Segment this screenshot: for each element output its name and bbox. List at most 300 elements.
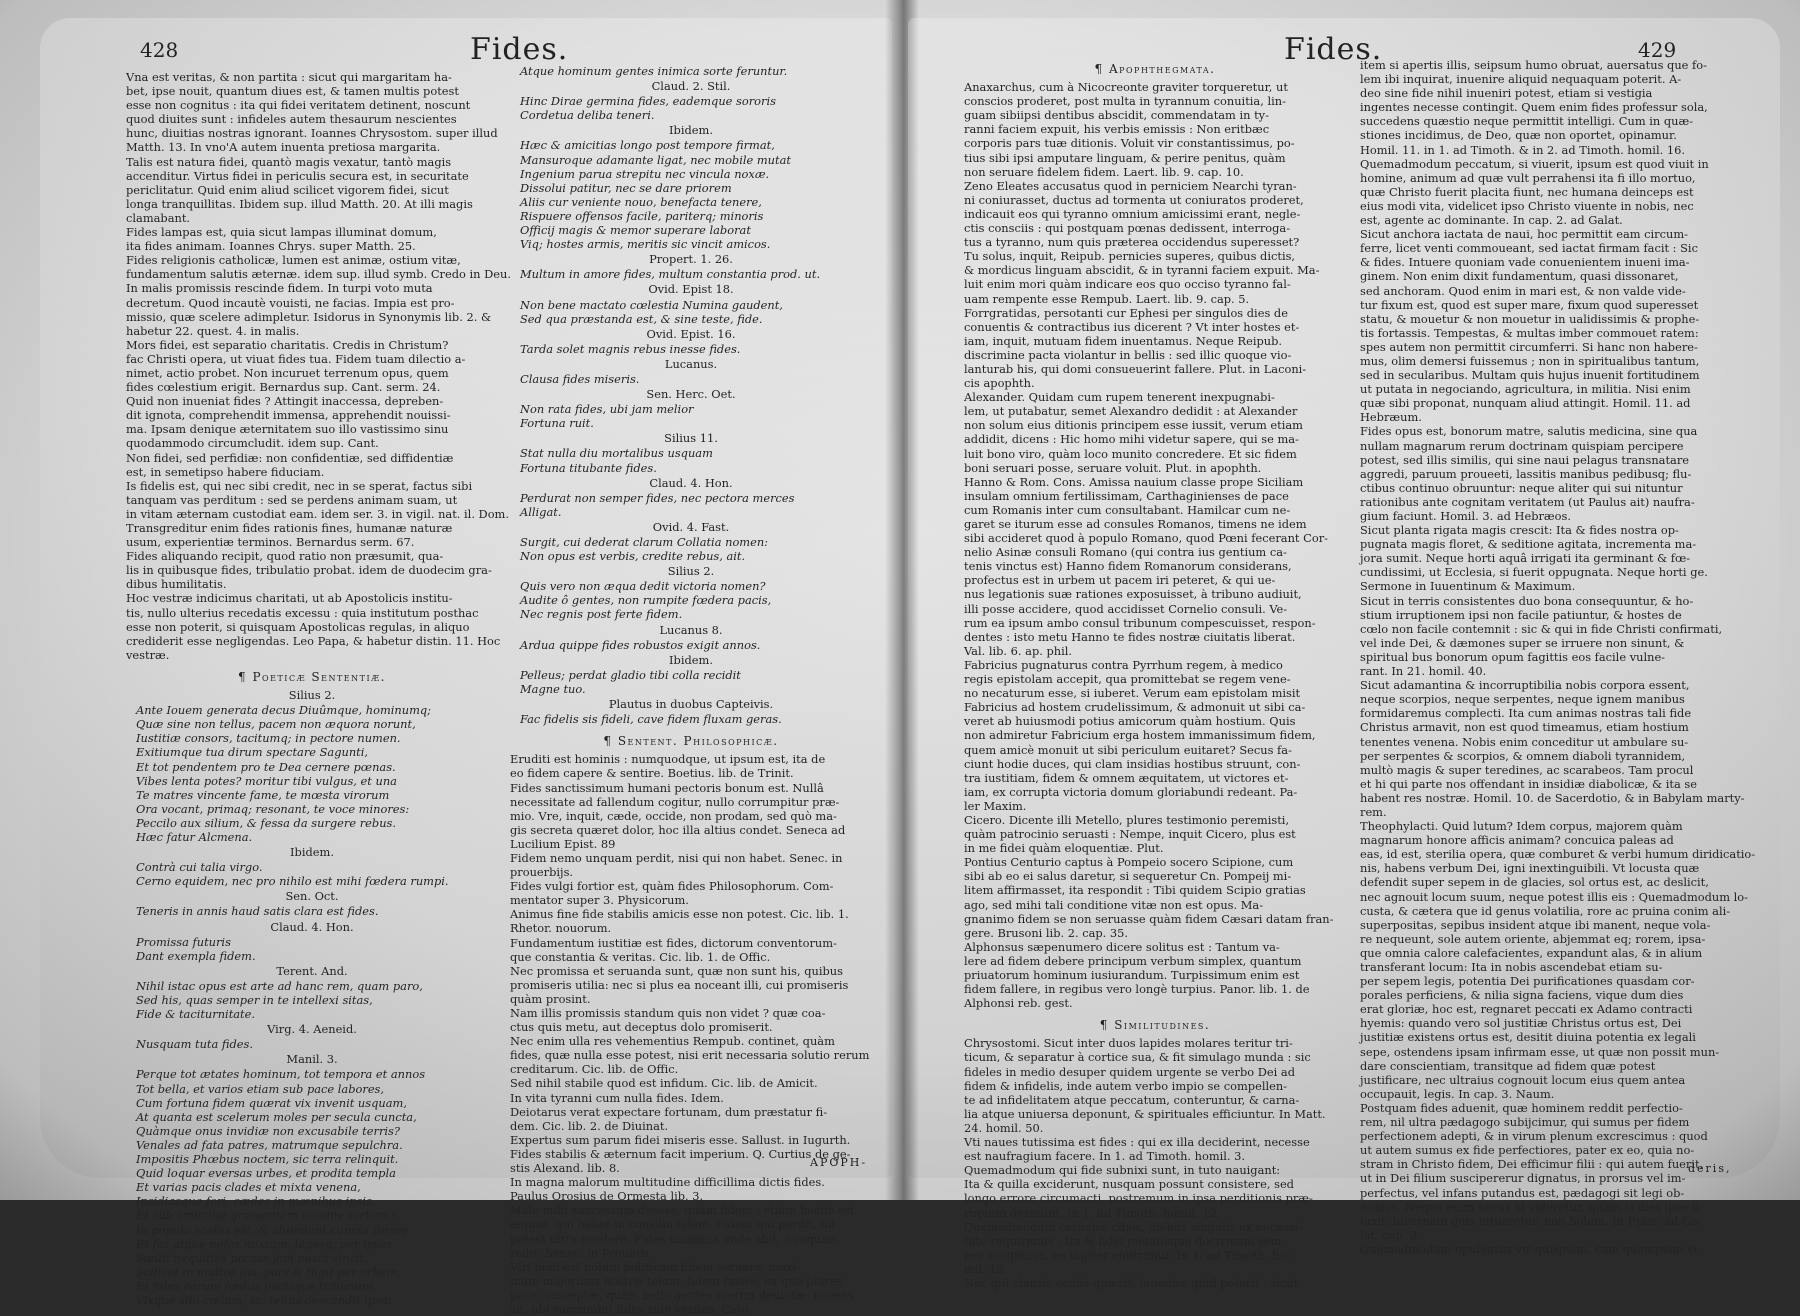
text-line: tenentes venena. Nobis enim conceditur ut ambulare su- [1360,734,1689,749]
text-line: regis epistolam accepit, qua promittebat se regem vene- [964,672,1291,687]
text-line: dit ignota, comprehendit immensa, apprehendit nouissi- [126,408,451,423]
verse-line: Et fas atque nefas mixtum, legesq; per ipsas [136,1236,393,1251]
verse-line: Rispuere offensos facile, pariterq; minoris [520,208,764,223]
text-line: eius modi vita, videlicet ipso Christo viuente in nobis, nec [1360,198,1694,213]
text-line: prouerbijs. [510,865,574,880]
text-line: Talis est natura fidei, quantò magis vexatur, tantò magis [126,154,452,169]
text-line: lanturab his, qui domi consueuerint fallere. Plut. in Laconi- [964,361,1307,376]
text-line: eas, id est, sterilia opera, quæ comburet & verbi humum diridicatio- [1360,847,1756,862]
text-line: quod diuites sunt : infideles autem thesaurum nescientes [126,112,457,127]
text-line: per accipimus, ea ingiter enutrimur. In 1. ad Timoth. ho- [964,1247,1291,1262]
text-line: Vna est veritas, & non partita : sicut qui margaritam ha- [126,70,452,84]
right-column-1 [964,62,1346,1290]
text-line: potest, sed illis similis, qui sine naui pelagus transnatare [1360,452,1690,467]
text-line: defendit super sepem in de glacies, sol ortus est, ac deslicit, [1360,875,1709,890]
verse-line: Scilicet in multos fas, pars & fugit per orbem, [136,1264,402,1279]
text-line: Fundamentum iustitiæ est fides, dictorum conventorum- [510,935,837,950]
text-line: dibus humilitatis. [126,577,227,592]
text-line: corporis pars tuæ ditionis. Voluit vir constantissimus, po- [964,136,1295,151]
right-running-head: Fides. [1284,32,1383,67]
text-line: priuatorum hominum iusiurandum. Turpissimum enim est [964,968,1300,982]
text-line: ferre, licet venti commoueant, sed iactat firmam facit : Sic [1360,241,1698,256]
text-line: Alphonsi reb. gest. [964,996,1073,1011]
left-running-head: Fides. [470,32,569,67]
text-line: litem affirmasset, ita respondit : Tibi quidem Scipio gratias [964,883,1306,898]
text-line: crediderit esse negligendas. Leo Papa, & habetur distin. 11. Hoc [126,633,501,648]
verse-line: Fac fidelis sis fideli, cave fidem fluxam geras. [520,712,782,727]
verse-line: Nusquam tuta fides. [136,1037,253,1052]
text-line: guam sibiipsi dentibus abscidit, commendatam in ty- [964,108,1269,123]
text-line: longa tranquillitas. Ibidem sup. illud Matth. 20. At illi magis [126,196,473,211]
text-line: Fides aliquando recipit, quod ratio non præsumit, qua- [126,549,444,564]
text-line: ut putata in negociando, agricultura, in militia. Nisi enim [1360,382,1691,397]
text-line: Val. lib. 6. ap. phil. [964,643,1073,658]
text-line: rationibus ante cognitam veritatem (ut Paulus ait) naufra- [1360,494,1695,509]
text-line: mus, olim demersi fuissemus ; non in spiritualibus tantum, [1360,353,1700,368]
verse-line: Vibes lenta potes? moritur tibi vulgus, et una [136,773,397,788]
left-column-1-verse [126,688,498,1307]
text-line: Viri boni est nolum politicam fidem seruare: maxi- [510,1259,801,1274]
text-line: Sicut anchora iactata de naui, hoc permittit eam circum- [1360,227,1688,242]
text-line: Zeno Eleates accusatus quod in perniciem Nearchi tyran- [964,178,1297,193]
source-citation: Propert. 1. 26. [649,252,733,267]
text-line: ctus quis metu, aut deceptus dolo promiserit. [510,1020,773,1035]
verse-line: Perdurat non semper fides, nec pectora merces [520,490,795,505]
text-line: perfectus, vel infans putandus est, pædagogi sit legi ob- [1360,1185,1685,1200]
text-line: ctibus continuo obruuntur: neque aliter qui sui nituntur [1360,480,1683,495]
verse-line: Viq; hostes armis, meritis sic vincit amicos. [520,237,771,252]
text-line: re nequeunt, sole autem oriente, abjemmat eq; rorem, ipsa- [1360,931,1706,946]
verse-line: Exitiumque tua dirum spectare Sagunti, [136,745,369,760]
text-line: Chrysostomi. Sicut inter duos lapides molares teritur tri- [964,1036,1293,1051]
text-line: Is fidelis est, qui nec sibi credit, nec in se sperat, factus sibi [126,478,473,493]
text-line: Fides sanctissimum humani pectoris bonum est. Nullâ [510,780,824,795]
text-line: Nam illis promissis standum quis non videt ? quæ coa- [510,1006,826,1020]
text-line: non admiretur Fabricium erga hostem immanissimum fidem, [964,728,1316,743]
verse-line: Impositis Phœbus noctem, sic terra relinquit. [136,1152,399,1167]
text-line: & fides. Intuere quoniam vade conuenientem inueni ima- [1360,255,1690,270]
text-line: creditarum. Cic. lib. de Offic. [510,1062,679,1077]
text-line: gere. Brusoni lib. 2. cap. 35. [964,925,1129,940]
text-line: in me fidei quàm eloquentiæ. Plut. [964,841,1164,856]
text-line: rem, nil ultra pædagogo subijcimur, qui sumus per fidem [1360,1115,1690,1130]
text-line: erat gloriæ, hoc est, regnaret peccati ex Adamo contracti [1360,1002,1693,1017]
text-line: ut autem sumus ex fide perfectiores, pater ex eo, quia no- [1360,1143,1695,1158]
right-column-2-body [1360,58,1756,1256]
text-line: hyemis: quando vero sol justitiæ Christus ortus est, Dei [1360,1016,1682,1031]
text-line: lere ad fidem debere principum verbum simplex, quantum [964,953,1302,968]
text-line: ingentes necesse contingit. Quem enim fides professur sola, [1360,100,1708,115]
text-line: Quemadmodum carnales cibos, diebus singulis ex necessi- [964,1219,1302,1234]
source-citation: Plautus in duobus Capteivis. [608,697,774,712]
text-line: mum majoribus nostris telum, fidem fuisse, ex quo plures [510,1273,843,1288]
verse-line: Tot bella, et varios etiam sub pace labores, [136,1081,385,1096]
text-line: mentator super 3. Physicorum. [510,893,689,908]
text-line: decretum. Quod incautè vouisti, ne facias. Impia est pro- [126,295,455,310]
text-line: deo sine fide nihil inueniri potest, etiam si vestigia [1360,86,1653,101]
verse-line: At quanta est scelerum moles per secula cuncta, [136,1109,417,1124]
text-line: tenis vinctus est) Hanno fidem Romanorum considerans, [964,559,1292,574]
text-line: pace, susceptæ, quàm bello gentes fuerint deuictæ: nocens [510,1287,854,1302]
text-line: non solum eius ditionis principem esse iussit, verum etiam [964,418,1303,433]
text-line: Sicut in terris consistentes duo bona consequuntur, & ho- [1360,593,1694,608]
text-line: ma. Ipsam denique æternitatem suo illo vastissimo sinu [126,422,449,437]
text-line: indicauit eos qui tyranno omnium amicissimi erant, negle- [964,206,1301,221]
verse-line: Alligat. [520,504,562,519]
verse-line: Fide & taciturnitate. [136,1007,255,1022]
text-line: accenditur. Virtus fidei in periculis secura est, in securitate [126,168,469,183]
text-line: nec agnouit locum suum, neque potest illis eis : Quemadmodum lo- [1360,889,1749,904]
text-line: justitiæ existens ortus est, desitit diuina potentia ex legali [1360,1030,1696,1045]
text-line: sibi accideret quod à populo Romano, quod Pœni fecerant Cor- [964,531,1328,546]
text-line: lia atque uniuersa deponunt, & spirituales efficiuntur. In Matt. [964,1106,1326,1121]
verse-line: Hinc Dirae germina fides, eademque sororis [520,94,776,109]
text-line: habetur 22. quest. 4. in malis. [126,323,300,338]
text-line: est, in semetipso habere fiduciam. [126,464,325,479]
text-line: lem ibi inquirat, inuenire aliquid nequaquam poterit. A- [1360,72,1682,87]
verse-line: Fortuna ruit. [520,416,594,431]
text-line: iam, inquit, mutuam fidem inuentamus. Neque Reipub. [964,333,1283,348]
text-line: quæ sibi proponat, nunquam aliud attingit. Homil. 11. ad [1360,396,1691,411]
text-line: 24. homil. 50. [964,1120,1044,1135]
text-line: æquus, qui habet in consilio fidem. Fidem qui perdit, nil [510,1217,835,1232]
text-line: Paulus Orosius de Ormesta lib. 3. [510,1189,704,1204]
text-line: eo fidem capere & sentire. Boetius. lib. de Trinit. [510,766,794,781]
text-line: rant. In 21. homil. 40. [1360,664,1487,679]
source-citation: Silius 2. [667,564,715,579]
text-line: gis secreta quæret dolor, hoc illa altius condet. Seneca ad [510,822,846,837]
left-column-2-body [510,64,872,1316]
text-line: noxius. Neque enim secus id videretur, quàm si dies ipse il- [1360,1199,1703,1214]
text-line: Alexander. Quidam cum rupem tenerent inexpugnabi- [964,390,1275,405]
text-line: Tu solus, inquit, Reipub. pernicies superes, quibus dictis, [964,249,1296,264]
verse-line: Peccilo aux silium, & fessa da surgere rebus. [136,815,397,830]
right-catchword: deris, [1688,1162,1732,1175]
text-line: dem. Cic. lib. 2. de Diuinat. [510,1118,669,1133]
verse-line: Iustitiæ consors, tacitumq; in pectore numen. [136,731,401,746]
text-line: Deiotarus verat expectare fortunam, dum præstatur fi- [510,1104,828,1119]
text-line: Expertus sum parum fidei miseris esse. Sallust. in Iugurth. [510,1132,851,1147]
text-line: tate requirimus : Ita & fidei pietatisque doctrinam sem- [964,1233,1286,1248]
text-line: Fabricius pugnaturus contra Pyrrhum regem, à medico [964,657,1283,672]
text-line: et hi qui parte nos offendant in insidiæ diabolicæ, & ita se [1360,776,1697,791]
verse-line: Quis vero non æqua dedit victoria nomen? [520,579,766,594]
verse-line: Ante Iouem generata decus Diuûmque, hominumq; [136,703,432,718]
text-line: Nec promissa et seruanda sunt, quæ non sunt his, quibus [510,963,843,978]
text-line: esse non cognitus : ita qui fidei veritatem detinent, noscunt [126,98,471,113]
verse-line: Stat nulla diu mortalibus usquam [520,446,713,461]
text-line: Quemadmodum peccatum, si viuerit, ipsum est quod viuit in [1360,156,1709,171]
left-page-number: 428 [140,38,179,62]
text-line: discrimine pacta violantur in bellis : sed illic quoque vio- [964,347,1292,362]
text-line: luit enim mori quàm indicare eos quo occiso tyranno fal- [964,277,1291,292]
text-line: boni seruari posse, seruare voluit. Plut. in apophth. [964,460,1262,475]
text-line: Sermone in Iuuentinum & Maximum. [1360,579,1576,594]
text-line: Animus fine fide stabilis amicis esse non potest. Cic. lib. 1. [510,907,849,922]
text-line: quodammodo circumcludit. idem sup. Cant. [126,436,379,451]
text-line: usum, experientiæ terminos. Bernardus serm. 67. [126,535,415,550]
text-line: hunc, diuitias nostras ignorant. Ioannes Chrysostom. super illud [126,126,498,141]
source-citation: Lucanus. [664,356,718,371]
verse-line: Teneris in annis haud satis clara est fides. [136,904,379,919]
verse-line: Te matres vincente fame, te mœsta virorum [136,787,390,802]
text-line: Eruditi est hominis : numquodque, ut ipsum est, ita de [510,752,826,767]
text-line: occupauit, legis. In cap. 3. Naum. [1360,1086,1555,1101]
text-line: ut in Dei filium suscipererur dignatus, in prorsus vel im- [1360,1171,1686,1186]
verse-line: Sed qua præstanda est, & sine teste, fide. [520,311,763,326]
source-citation: Manil. 3. [286,1052,338,1067]
verse-line: Aliis cur veniente nouo, benefacta tenere, [520,194,762,209]
text-line: stram in Christo fidem, Dei efficimur filii : qui autem fuerit, [1360,1157,1704,1172]
text-line: fides cœlestium erigit. Bernardus sup. Cant. serm. 24. [126,380,441,395]
text-line: Fides lampas est, quia sicut lampas illuminat domum, [126,225,437,240]
verse-line: Surgit, cui dederat clarum Collatia nomen: [520,535,769,549]
verse-line: Nihil istac opus est arte ad hanc rem, quam paro, [136,978,423,993]
text-line: Matth. 13. In vno'A autem inuenta pretiosa margarita. [126,140,441,155]
text-line: formidaremus complecti. Ita cum animas nostras tali fide [1360,706,1692,721]
text-line: tis, nullo ulterius recedatis excessu : quia institutum posthac [126,605,479,620]
text-line: Hebræum. [1360,410,1422,425]
text-line: Postquam fides aduenit, quæ hominem reddit perfectio- [1360,1100,1683,1115]
text-line: jora sumit. Neque horti aquâ irrigati ita germinant & fœ- [1360,551,1691,566]
text-line: lem, ut putabatur, semet Alexandro dedidit : at Alexander [964,404,1298,419]
text-line: porales perficiens, & nilia signa faciens, vique dum dies [1360,988,1684,1003]
verse-line: Mansuroque adamante ligat, nec mobile mutat [520,152,791,167]
text-line: insulam omnium fertilissimam, Carthaginienses de pace [964,488,1289,503]
text-line: tus a tyranno, num quis præterea occidendus superesset? [964,235,1300,250]
verse-line: Non opus est verbis, credite rebus, ait. [520,549,746,564]
verse-line: Dant exempla fidem. [136,948,256,963]
text-line: iam, ex corrupta victoria domum gloriabundi redeant. Pa- [964,784,1298,799]
text-line: quem amicè monuit ut sibi periculum euitaret? Secus fa- [964,742,1292,757]
text-line: Fides vulgi fortior est, quàm fides Philosophorum. Com- [510,879,834,894]
text-line: magnarum honore afficis animam? concuica paleas ad [1360,833,1674,848]
text-line: sit, ubi succumbit fides siue veritas, Cato. [510,1301,752,1316]
text-line: nis, habens verbum Dei, igni inextinguibili. Vt locusta quæ [1360,861,1700,876]
text-line: fideles in medio desuper quidem urgente se verbo Dei ad [964,1064,1295,1079]
text-line: ni coniurasset, ductus ad tormenta ut coniuratos proderet, [964,192,1304,207]
text-line: Theophylacti. Quid lutum? Idem corpus, majorem quàm [1360,819,1683,834]
text-line: Christus armavit, non est quod timeamus, etiam hostium [1360,720,1689,735]
text-line: ctis consciis : qui postquam pœnas dedissent, interroga- [964,221,1291,236]
text-line: sibi ab eo ei salus daretur, si sequeretur Cn. Pompeij mi- [964,869,1292,884]
left-column-1 [126,70,511,1307]
text-line: non seruare fidelem fidem. Laert. lib. 9. cap. 10. [964,164,1244,179]
left-column-2 [510,64,872,1316]
text-line: Hoc vestræ indicimus charitati, ut ab Apostolicis institu- [126,591,453,606]
text-line: item si apertis illis, seipsum humo obruat, auersatus que fo- [1360,58,1707,72]
text-line: Quid non inueniat fides ? Attingit inaccessa, depreben- [126,394,444,409]
text-line: lat. cap. 3. [1360,1227,1421,1242]
text-line: sed in secularibus. Multam quis hujus inuenit fortitudinem [1360,368,1700,383]
text-line: fides, quæ nulla esse potest, nisi erit necessaria solutio rerum [510,1048,870,1063]
text-line: Quemadmodum opulentus vir quispiam, cum quempiam vi- [1360,1241,1702,1256]
right-column-2 [1360,58,1756,1256]
right-column-1-body-2 [964,1036,1346,1290]
text-line: tius sibi ipsi amputare linguam, & perire penitus, quàm [964,150,1286,165]
text-line: quæ Christo fuerit placita fiunt, nec humana deinceps est [1360,184,1694,199]
text-line: dare conscientiam, transitque ad fidem quæ potest [1360,1058,1656,1073]
source-citation: Claud. 4. Hon. [270,919,354,934]
text-line: Transgreditur enim fides rationis fines, humanæ naturæ [126,521,453,535]
text-line: sed anchoram. Quod enim in mari est, & non valde vide- [1360,283,1686,298]
text-line: Rhetor. nouorum. [510,921,612,936]
text-line: multò magis & super teredines, ac scarabeos. Tam procul [1360,762,1694,777]
text-line: vel inde Dei, & dæmones super se irruere non sinunt, & [1360,635,1685,650]
source-citation: Ovid. Epist 18. [648,282,734,297]
text-line: sepe, ostendens ipsam infirmam esse, ut quæ non possit mun- [1360,1044,1720,1059]
text-line: uam rempente esse Rempub. Laert. lib. 9. cap. 5. [964,291,1250,306]
text-line: mio. Vre, inquit, cæde, occide, non prodam, sed quò ma- [510,808,837,823]
text-line: clamabant. [126,210,191,225]
text-line: spiritual bus bonorum opum fagittis eos facile vulne- [1360,649,1666,664]
text-line: tis fortassis. Tempestas, & multas imber commouet ratem: [1360,325,1699,340]
source-citation: Virg. 4. Aeneid. [267,1022,357,1037]
text-line: ticum, & separatur à cortice sua, & fit simulago munda : sic [964,1050,1311,1065]
text-line: Ita & quilla exciderunt, nusquam possunt consistere, sed [964,1177,1294,1192]
verse-line: Officij magis & memor superare laborat [520,223,751,238]
text-line: potest ultra perdere. Fides unanima unde abit, nunquam [510,1231,839,1246]
source-citation: Silius 2. [288,688,336,703]
text-line: luxit, lucernam quis intueretur, non Solem. In Epist. ad Ga- [1360,1213,1702,1228]
right-column-1-body [964,80,1346,1010]
text-line: Fabricius ad hostem crudelissimum, & admonuit ut sibi ca- [964,700,1306,715]
verse-line: Promissa futuris [136,934,231,949]
verse-line: In populo scelus est, & abundant cuncta furore [136,1222,409,1237]
text-line: est naufragium facere. In 1. ad Timoth. homil. 3. [964,1149,1246,1164]
text-line: mil. 13. [964,1261,1008,1276]
verse-line: Perque tot ætates hominum, tot tempora et annos [136,1067,426,1082]
text-line: custa, & cætera que id genus volatilia, rore ac pruina conim ali- [1360,903,1731,918]
text-line: redit. Senec. in Prouerb. [510,1245,653,1260]
text-line: justificare, nec ultraius cognouit locum eius quem antea [1360,1072,1686,1087]
text-line: nullam magnarum rerum doctrinam quispiam percipere [1360,438,1684,453]
source-citation: Ibidem. [290,845,334,860]
text-line: missio, quæ scelere adimpletur. Isidorus in Synonymis lib. 2. & [126,309,492,324]
verse-line: Quàmque onus invidiæ non excusabile terris? [136,1123,400,1138]
text-line: Hanno & Rom. Cons. Amissa nauium classe prope Siciliam [964,474,1304,489]
verse-line: Ingenium parua strepitu nec vincula noxæ. [520,166,770,181]
text-line: te ad infidelitatem atque peccatum, conteruntur, & carna- [964,1092,1300,1107]
verse-line: Vixque sibi cœlum, sic tellus descendit ipsa. [136,1292,392,1307]
verse-line: Quid loquar eversas urbes, et prodita templa [136,1166,396,1181]
text-line: Forrgratidas, persotanti cur Ephesi per singulos dies de [964,305,1288,320]
text-line: Vti naues tutissima est fides : qui ex illa deciderint, necesse [964,1135,1310,1150]
verse-line: Et sub amicitiæ grassantem nomine turbam? [136,1208,397,1223]
verse-line: Cordetua deliba teneri. [520,108,655,123]
text-line: lis in quibusque fides, tribulatio probat. idem de duodecim gra- [126,563,492,578]
text-line: esse non poterit, si quisquam Apostolicas regulas, in aliquo [126,619,470,634]
text-line: habent res nostræ. Homil. 10. de Sacerdotio, & in Babylam marty- [1360,790,1745,805]
verse-line: Audite ô gentes, non rumpite fœdera pacis, [520,593,772,608]
text-line: Mors fidei, est separatio charitatis. Credis in Christum? [126,337,449,352]
text-line: statu, & mouetur & non mouetur in ualidissimis & prophe- [1360,311,1700,326]
text-line: transferant locum: Ita in nobis ascendebat etiam su- [1360,960,1663,974]
text-line: ler Maxim. [964,798,1027,813]
text-line: Sicut planta rigata magis crescit: Ita & fides nostra op- [1360,523,1679,538]
verse-line: Sed his, quas semper in te intellexi sitas, [136,993,373,1007]
text-line: que omnia calore calefacientes, expandunt alas, & in alium [1360,945,1703,960]
text-line: gium faciunt. Homil. 3. ad Hebræos. [1360,509,1571,523]
text-line: ranni faciem expuit, his verbis emissis : Non eritbæc [964,122,1270,137]
text-line: ruptam desinunt. In 1. ad Timoth. homil. 12. [964,1205,1221,1220]
text-line: profectus est in urbem ut pacem iri peteret, & qui ue- [964,573,1276,588]
right-page [908,18,1780,1290]
text-line: perfectionem adepti, & in virum plenum excrescimus : quod [1360,1129,1708,1144]
verse-line: Venales ad fata patres, matrumque sepulchra. [136,1137,403,1152]
text-line: conuentis & contractibus ius dicerent ? Vt inter hostes et- [964,319,1300,334]
verse-line: Nec regnis post ferte fidem. [520,607,683,622]
left-catchword: APOPH- [810,1156,868,1169]
text-line: cœlo non facile contemnit : sic & qui in fide Christi confirmati, [1360,621,1723,636]
text-line: luit bono viro, quàm loco munito concredere. Et sic fidem [964,446,1297,461]
verse-line: Hæc fatur Alcmena. [136,829,253,844]
text-line: dentes : isto metu Hanno te fides nostræ ciuitatis liberat. [964,629,1296,644]
text-line: fidem fallere, in regibus vero longè turpius. Panor. lib. 1. de [964,982,1310,997]
text-line: tur fixum est, quod est super mare, fixum quod superesset [1360,297,1699,312]
text-line: Anaxarchus, cum à Nicocreonte graviter torqueretur, ut [964,80,1288,95]
text-line: longo errore circumacti, postremum in ipsa perditionis præ- [964,1191,1313,1206]
section-heading-similitudines: ¶ Similitudines. [1099,1018,1211,1033]
source-citation: Lucanus 8. [659,622,723,637]
text-line: ciunt hodie duces, qui clam insidias hostibus struunt, con- [964,756,1301,771]
text-line: superpositas, sepibus insident atque ibi manent, neque vola- [1360,917,1711,932]
section-heading: ¶ Sentent. Philosophicæ. [603,734,779,749]
verse-line: Tarda solet magnis rebus inesse fides. [520,341,741,356]
text-line: Alphonsus sæpenumero dicere solitus est : Tantum va- [964,939,1280,954]
source-citation: Ovid. Epist. 16. [646,326,736,341]
verse-line: Atque hominum gentes inimica sorte feruntur. [520,64,788,78]
section-heading: ¶ Poeticæ Sententiæ. [238,669,386,684]
text-line: ginem. Non enim dixit fundamentum, quasi dissonaret, [1360,269,1679,284]
text-line: & mordicus linguam abscidit, & in tyranni faciem expuit. Ma- [964,263,1320,278]
verse-line: Non rata fides, ubi jam melior [520,402,694,417]
text-line: que constantia & veritas. Cic. lib. 1. de Offic. [510,949,771,964]
text-line: fac Christi opera, ut viuat fides tua. Fidem tuam dilectio a- [126,351,466,366]
verse-line: Sæuit nequities pœnas jam noxia vincit, [136,1250,368,1265]
text-line: aggredi, paruum proueeti, lassitis manibus pedibusq; flu- [1360,466,1692,481]
source-citation: Sen. Oct. [285,889,339,904]
verse-line: Ora vocant, primaq; resonant, te voce minores: [136,801,410,816]
text-line: fidem & infidelis, inde autem verbo impio se compellen- [964,1078,1288,1093]
text-line: promiseris utilia: nec si plus ea noceant illi, cui promiseris [510,977,849,992]
text-line: neque scorpios, neque serpentes, neque ignem manibus [1360,692,1685,707]
verse-line: Ardua quippe fides robustos exigit annos. [520,637,761,652]
verse-line: Dissolui patitur, nec se dare priorem [520,180,732,195]
text-line: homine, animum ad quæ vult perrahensi ita fi illo mortuo, [1360,170,1696,185]
verse-line: Fortuna titubante fides. [520,460,657,475]
text-line: Cicero. Dicente illi Metello, plures testimonio peremisti, [964,812,1290,827]
text-line: nus legationis suæ rationes exposuisset, à tribuno audiuit, [964,587,1302,602]
text-line: Pontius Centurio captus à Pompeio socero Scipione, cum [964,855,1294,870]
verse-line: Contrà cui talia virgo. [136,860,263,875]
text-line: nelio Asinæ consuli Romano (qui contra ius gentium ca- [964,545,1287,560]
text-line: ago, sed mihi tali conditione vitæ non est opus. Ma- [964,897,1264,912]
text-line: tanquam vas perditum : sed se perdens animam suam, ut [126,492,458,507]
left-page [40,18,892,1316]
text-line: Fidem nemo unquam perdit, nisi qui non habet. Senec. in [510,850,843,865]
text-line: cum Romanis inter cum consultabant. Hamilcar cum ne- [964,502,1291,517]
text-line: quàm prosint. [510,991,591,1006]
text-line: stium irruptionem ipsi non facile patiuntur, & hostes de [1360,607,1682,622]
text-line: nimet, actio probet. Non incuruet terrenum opus, quem [126,365,449,380]
text-line: Homil. 11. in 1. ad Timoth. & in 2. ad Timoth. homil. 16. [1360,142,1685,157]
text-line: vestræ. [126,647,170,662]
text-line: Fides religionis catholicæ, lumen est animæ, ostium vitæ, [126,253,461,268]
verse-line: Et varias pacis clades et mixta venena, [136,1180,361,1195]
verse-line: Cum fortuna fidem quærat vix invenit usquam, [136,1095,407,1110]
text-line: succedens quæstio neque permittit intelligi. Cum in quæ- [1360,114,1694,129]
